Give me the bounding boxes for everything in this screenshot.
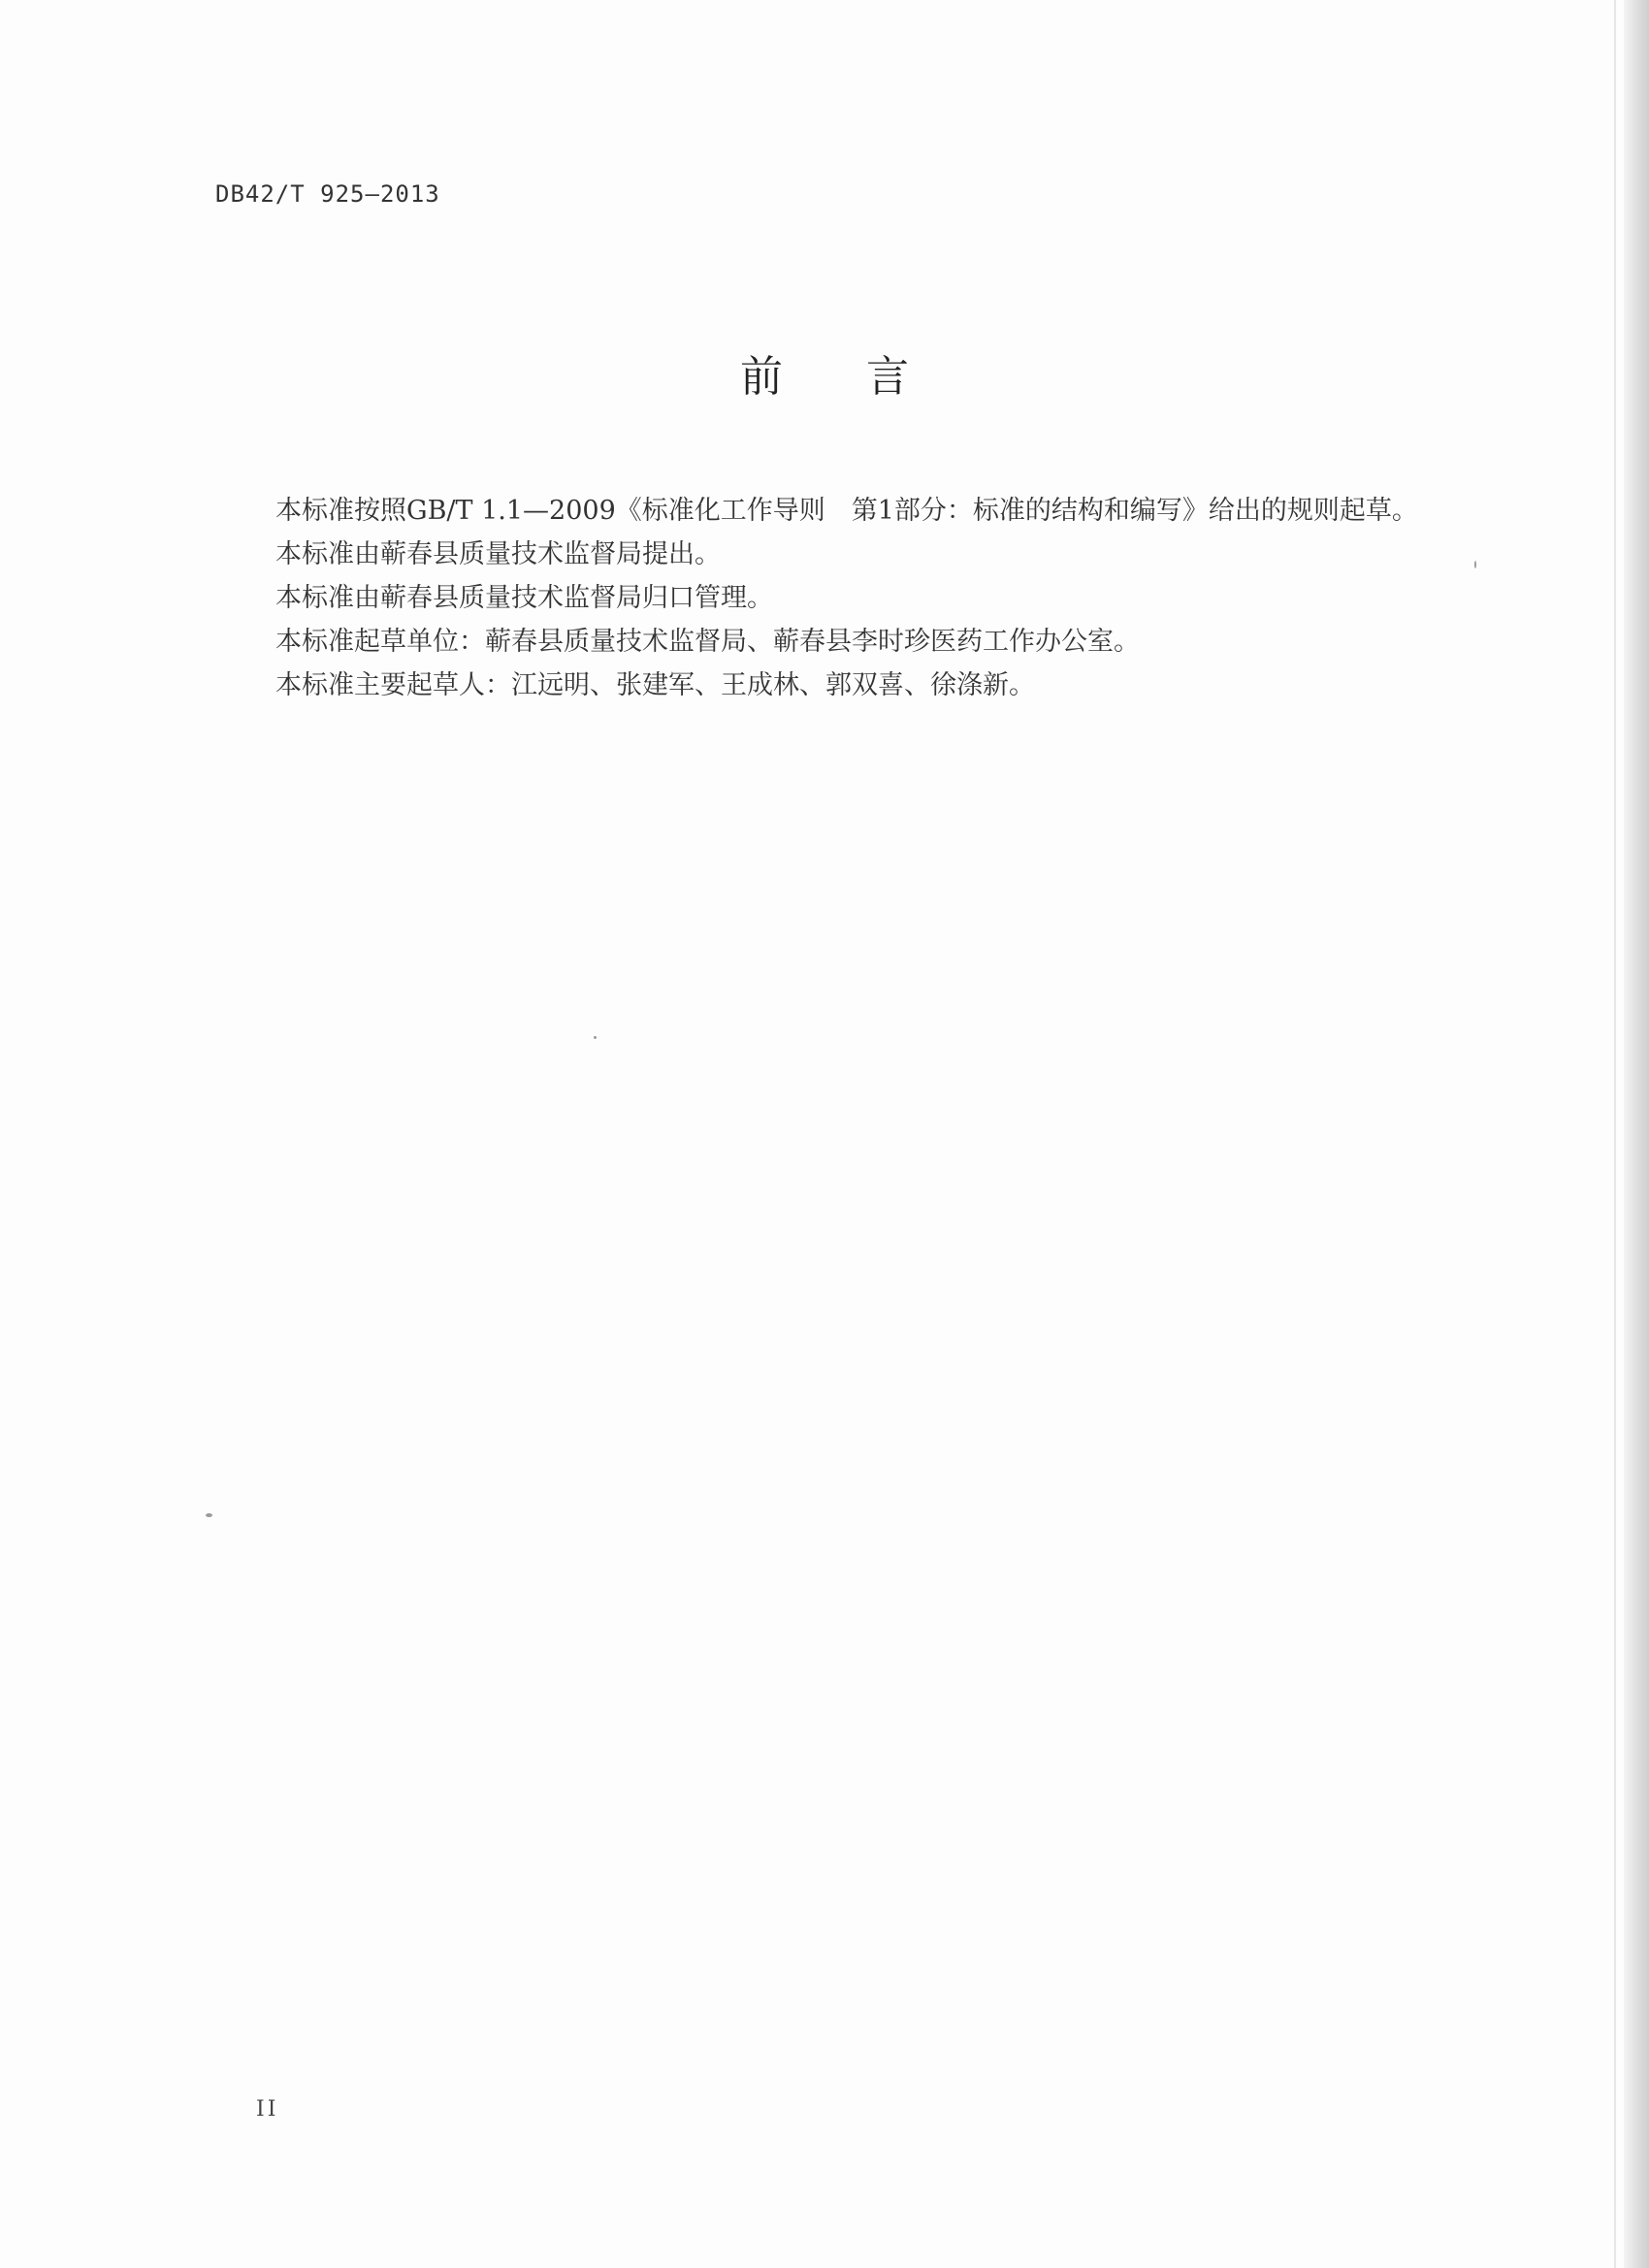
- foreword-line-drafting-units: 本标准起草单位：蕲春县质量技术监督局、蕲春县李时珍医药工作办公室。: [275, 627, 1140, 657]
- foreword-body: [275, 489, 1517, 707]
- scan-speck: [206, 1513, 212, 1517]
- document-code: DB42/T 925—2013: [215, 180, 440, 208]
- scan-edge-shadow: [1624, 0, 1649, 2268]
- foreword-line-drafting-rules: 本标准按照GB/T 1.1—2009《标准化工作导则 第1部分：标准的结构和编写》给出的规则起草。: [275, 496, 1418, 526]
- foreword-heading: [0, 341, 1649, 404]
- page-number: II: [256, 2097, 279, 2122]
- foreword-line-proposer: 本标准由蕲春县质量技术监督局提出。: [275, 539, 721, 569]
- scan-speck: [1474, 561, 1476, 568]
- foreword-line-administrator: 本标准由蕲春县质量技术监督局归口管理。: [275, 583, 773, 613]
- foreword-line-drafters: 本标准主要起草人：江远明、张建军、王成林、郭双喜、徐涤新。: [275, 670, 1035, 700]
- heading-char-second: 言: [866, 352, 909, 402]
- scan-edge-line: [1614, 0, 1616, 2268]
- scan-speck: [594, 1036, 597, 1039]
- heading-char-first: 前: [740, 352, 783, 402]
